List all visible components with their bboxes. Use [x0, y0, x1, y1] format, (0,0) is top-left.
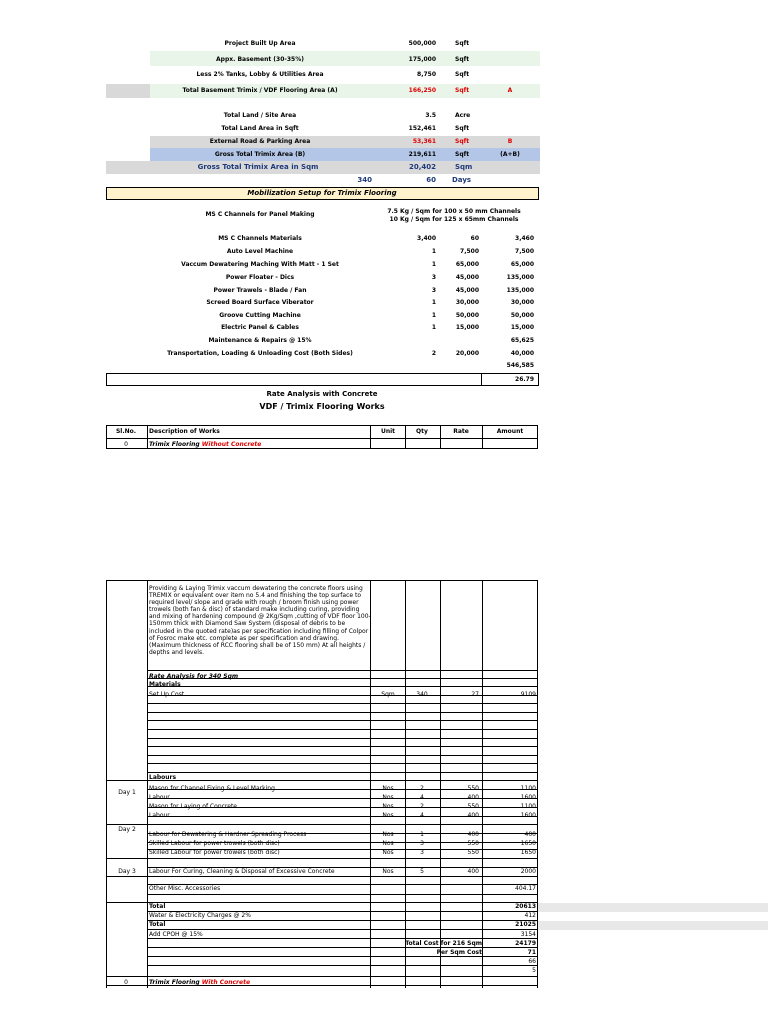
divider	[440, 976, 441, 988]
labour-qty: 2	[420, 785, 424, 792]
setup-qty: 340	[416, 691, 428, 698]
label: Total Land Area in Sqft	[221, 125, 299, 132]
labour-desc: Labour for Dewatering & Hardner Spreading Process	[149, 831, 307, 838]
item-qty: 2	[431, 350, 436, 357]
total-label: Total	[149, 903, 166, 910]
total-cost-amount: 24179	[515, 940, 536, 947]
labour-unit: Nos	[382, 803, 394, 810]
labour-amount: 1600	[520, 812, 536, 819]
divider	[481, 373, 482, 386]
item-amount: 50,000	[510, 312, 534, 319]
title: VDF / Trimix Flooring Works	[259, 402, 385, 411]
label: Total Basement Trimix / VDF Flooring Area (A)	[182, 87, 338, 94]
item-rate: 50,000	[455, 312, 479, 319]
label: Gross Total Trimix Area in Sqm	[197, 163, 319, 171]
divider	[482, 976, 483, 988]
unit: Sqft	[455, 125, 470, 132]
item-amount: 7,500	[515, 248, 534, 255]
labour-desc: Mason for Laying of Concrete	[149, 803, 237, 810]
labour-rate: 400	[467, 812, 479, 819]
day-label: Day 3	[118, 868, 136, 875]
divider	[405, 425, 406, 449]
divider	[147, 976, 148, 988]
setup-amount: 9109	[520, 691, 536, 698]
labour-desc: Labour For Curing, Cleaning & Disposal of Excessive Concrete	[149, 868, 335, 875]
label: Gross Total Trimix Area (B)	[214, 151, 306, 158]
item-label: Maintenance & Repairs @ 15%	[208, 337, 312, 344]
header-slno: Sl.No.	[115, 428, 137, 435]
header-unit: Unit	[380, 428, 396, 435]
item-amount: 65,625	[510, 337, 534, 344]
labour-rate: 400	[467, 868, 479, 875]
setup-label: Set Up Cost	[149, 691, 185, 698]
labour-unit: Nos	[382, 794, 394, 801]
title: Rate Analysis with Concrete	[266, 390, 378, 398]
row-band-gray	[106, 161, 540, 174]
item-label: Transportation, Loading & Unloading Cost (Both Sides)	[167, 350, 353, 357]
labour-qty: 2	[420, 803, 424, 810]
value: 60	[426, 176, 436, 184]
cpoh-label: Add CPOH @ 15%	[149, 931, 203, 938]
labour-unit: Nos	[382, 785, 394, 792]
item-qty: 3,400	[417, 235, 436, 242]
water-label: Water & Electricity Charges @ 2%	[149, 912, 251, 919]
item-amount: 65,000	[510, 261, 534, 268]
labour-unit: Nos	[382, 812, 394, 819]
item-amount: 135,000	[506, 287, 534, 294]
per-unit: 26.79	[515, 376, 534, 383]
row-band-green	[150, 51, 540, 66]
item-rate: 60	[470, 235, 479, 242]
label: External Road & Parking Area	[209, 138, 311, 145]
item-amount: 40,000	[510, 350, 534, 357]
divider	[440, 425, 441, 449]
item-qty: 3	[431, 287, 436, 294]
item-qty: 1	[431, 261, 436, 268]
cpoh-amount: 3154	[520, 931, 536, 938]
rate-for: Rate Analysis for 340 Sqm	[149, 673, 239, 680]
labour-amount: 2000	[520, 868, 536, 875]
row-band-gray	[150, 136, 540, 148]
item-label: Groove Cutting Machine	[219, 312, 301, 319]
total-band	[538, 903, 768, 912]
item-amount: 135,000	[506, 274, 534, 281]
materials-label: Materials	[149, 681, 181, 688]
label: Appx. Basement (30-35%)	[216, 56, 304, 63]
item-label: Electric Panel & Cables	[221, 324, 299, 331]
labour-desc: Labour	[149, 794, 170, 801]
labour-unit: Nos	[382, 831, 394, 838]
header-qty: Qty	[416, 428, 428, 435]
item-amount: 15,000	[510, 324, 534, 331]
tag: (A+B)	[500, 151, 520, 158]
per-sqm-amount: 71	[527, 949, 536, 956]
divider	[147, 425, 148, 449]
tag: A	[507, 87, 513, 94]
labour-amount: 1600	[520, 794, 536, 801]
labour-qty: 3	[420, 840, 424, 847]
labour-rate: 400	[467, 831, 479, 838]
value: 340	[357, 176, 372, 184]
item-label: MS C Channels Materials	[218, 235, 302, 242]
row-title: Trimix Flooring With Concrete	[149, 979, 251, 986]
slno: 0	[124, 979, 128, 986]
labour-amount: 400	[524, 831, 536, 838]
row-title: Trimix Flooring Without Concrete	[149, 441, 262, 448]
unit: Sqft	[455, 138, 470, 145]
tag: B	[507, 138, 513, 145]
labour-rate: 550	[467, 803, 479, 810]
header-desc: Description of Works	[149, 428, 220, 435]
labour-amount: 1650	[520, 849, 536, 856]
item-label: Vaccum Dewatering Maching With Matt - 1 Set	[181, 261, 339, 268]
labour-amount: 1650	[520, 840, 536, 847]
labours-label: Labours	[149, 774, 177, 781]
label: Less 2% Tanks, Lobby & Utilities Area	[196, 71, 324, 78]
item-label: Power Trawels - Blade / Fan	[213, 287, 307, 294]
value: 20,402	[408, 163, 436, 171]
note: 10 Kg / Sqm for 125 x 65mm Channels	[389, 216, 519, 223]
total-cost-label: Total Cost for 216 Sqm	[405, 940, 482, 947]
extra-value: 66	[528, 958, 536, 965]
unit: Sqft	[455, 40, 470, 47]
setup-rate: 27	[471, 691, 479, 698]
total: 546,585	[506, 362, 534, 369]
item-label: Auto Level Machine	[226, 248, 294, 255]
labour-rate: 550	[467, 840, 479, 847]
row-band-blue	[150, 148, 540, 161]
value: 500,000	[408, 40, 436, 47]
unit: Acre	[455, 112, 471, 119]
value: 3.5	[425, 112, 436, 119]
value: 8,750	[417, 71, 436, 78]
value: 219,611	[408, 151, 436, 158]
labour-unit: Nos	[382, 868, 394, 875]
labour-amount: 1100	[520, 785, 536, 792]
total-band	[538, 921, 768, 930]
item-rate: 65,000	[455, 261, 479, 268]
misc-amount: 404.17	[515, 885, 536, 892]
item-rate: 45,000	[455, 287, 479, 294]
labour-qty: 4	[420, 812, 424, 819]
item-rate: 45,000	[455, 274, 479, 281]
unit: Days	[452, 176, 472, 184]
labour-rate: 550	[467, 849, 479, 856]
section-title: Mobilization Setup for Trimix Flooring	[247, 189, 397, 197]
labour-rate: 550	[467, 785, 479, 792]
unit: Sqft	[455, 87, 470, 94]
total-amount: 21025	[515, 921, 536, 928]
item-rate: 30,000	[455, 299, 479, 306]
setup-unit: Sqm	[381, 691, 395, 698]
row-band-gray	[106, 84, 150, 98]
unit: Sqft	[455, 56, 470, 63]
divider	[370, 976, 371, 988]
day-label: Day 2	[118, 826, 136, 833]
labour-qty: 1	[420, 831, 424, 838]
day-label: Day 1	[118, 789, 136, 796]
item-qty: 3	[431, 274, 436, 281]
labour-qty: 5	[420, 868, 424, 875]
label: MS C Channels for Panel Making	[205, 211, 315, 218]
unit: Sqft	[455, 151, 470, 158]
labour-unit: Nos	[382, 849, 394, 856]
total-label: Total	[149, 921, 166, 928]
labour-desc: Skilled Labour for power trowels (both disc)	[149, 849, 280, 856]
divider	[106, 438, 538, 439]
unit: Sqft	[455, 71, 470, 78]
value: 175,000	[408, 56, 436, 63]
labour-qty: 4	[420, 794, 424, 801]
slno: 0	[124, 441, 128, 448]
labour-desc: Labour	[149, 812, 170, 819]
item-qty: 1	[431, 324, 436, 331]
item-qty: 1	[431, 299, 436, 306]
note: 7.5 Kg / Sqm for 100 x 50 mm Channels	[387, 208, 521, 215]
item-amount: 3,460	[515, 235, 534, 242]
water-amount: 412	[524, 912, 536, 919]
value: 152,461	[408, 125, 436, 132]
value: 166,250	[408, 87, 436, 94]
item-rate: 20,000	[455, 350, 479, 357]
per-sqm-label: Per Sqm Cost	[436, 949, 482, 956]
labour-desc: Skilled Labour for power trowels (both disc)	[149, 840, 280, 847]
divider	[405, 976, 406, 988]
unit: Sqm	[455, 163, 473, 171]
divider	[370, 425, 371, 449]
labour-desc: Mason for Channel Fixing & Level Marking	[149, 785, 275, 792]
item-rate: 7,500	[460, 248, 479, 255]
total-amount: 20613	[515, 903, 536, 910]
item-amount: 30,000	[510, 299, 534, 306]
item-qty: 1	[431, 312, 436, 319]
item-label: Power Floater - Dics	[225, 274, 295, 281]
item-label: Screed Board Surface Viberator	[206, 299, 314, 306]
divider	[482, 425, 483, 449]
labour-unit: Nos	[382, 840, 394, 847]
labour-amount: 1100	[520, 803, 536, 810]
header-rate: Rate	[453, 428, 469, 435]
value: 53,361	[412, 138, 436, 145]
misc-label: Other Misc. Accessories	[149, 885, 221, 892]
labour-qty: 3	[420, 849, 424, 856]
label: Total Land / Site Area	[223, 112, 297, 119]
item-rate: 15,000	[455, 324, 479, 331]
total-row	[106, 373, 539, 386]
work-description: Providing & Laying Trimix vaccum dewatering the concrete floors using TREMIX or equivalent over item no 5.4 and finishing the top surface to required level/ slope and grade with rough / broom finish using power trowels (both fan & disc) of standard make including curing, providing and mixing of hardening compound @ 2Kg/Sqm ,cutting of VDF floor 100-150mm thick with Diamond Saw System (disposal of debris to be included in the quoted rate)as per specification including filling of Colpor of Fosroc make etc. complete as per specification and drawing. (Maximum thickness of RCC flooring shall be of 150 mm) At all heights / depths and levels.	[149, 585, 371, 656]
header-amount: Amount	[496, 428, 524, 435]
labour-rate: 400	[467, 794, 479, 801]
extra-value: 5	[532, 967, 536, 974]
label: Project Built Up Area	[224, 40, 296, 47]
item-qty: 1	[431, 248, 436, 255]
